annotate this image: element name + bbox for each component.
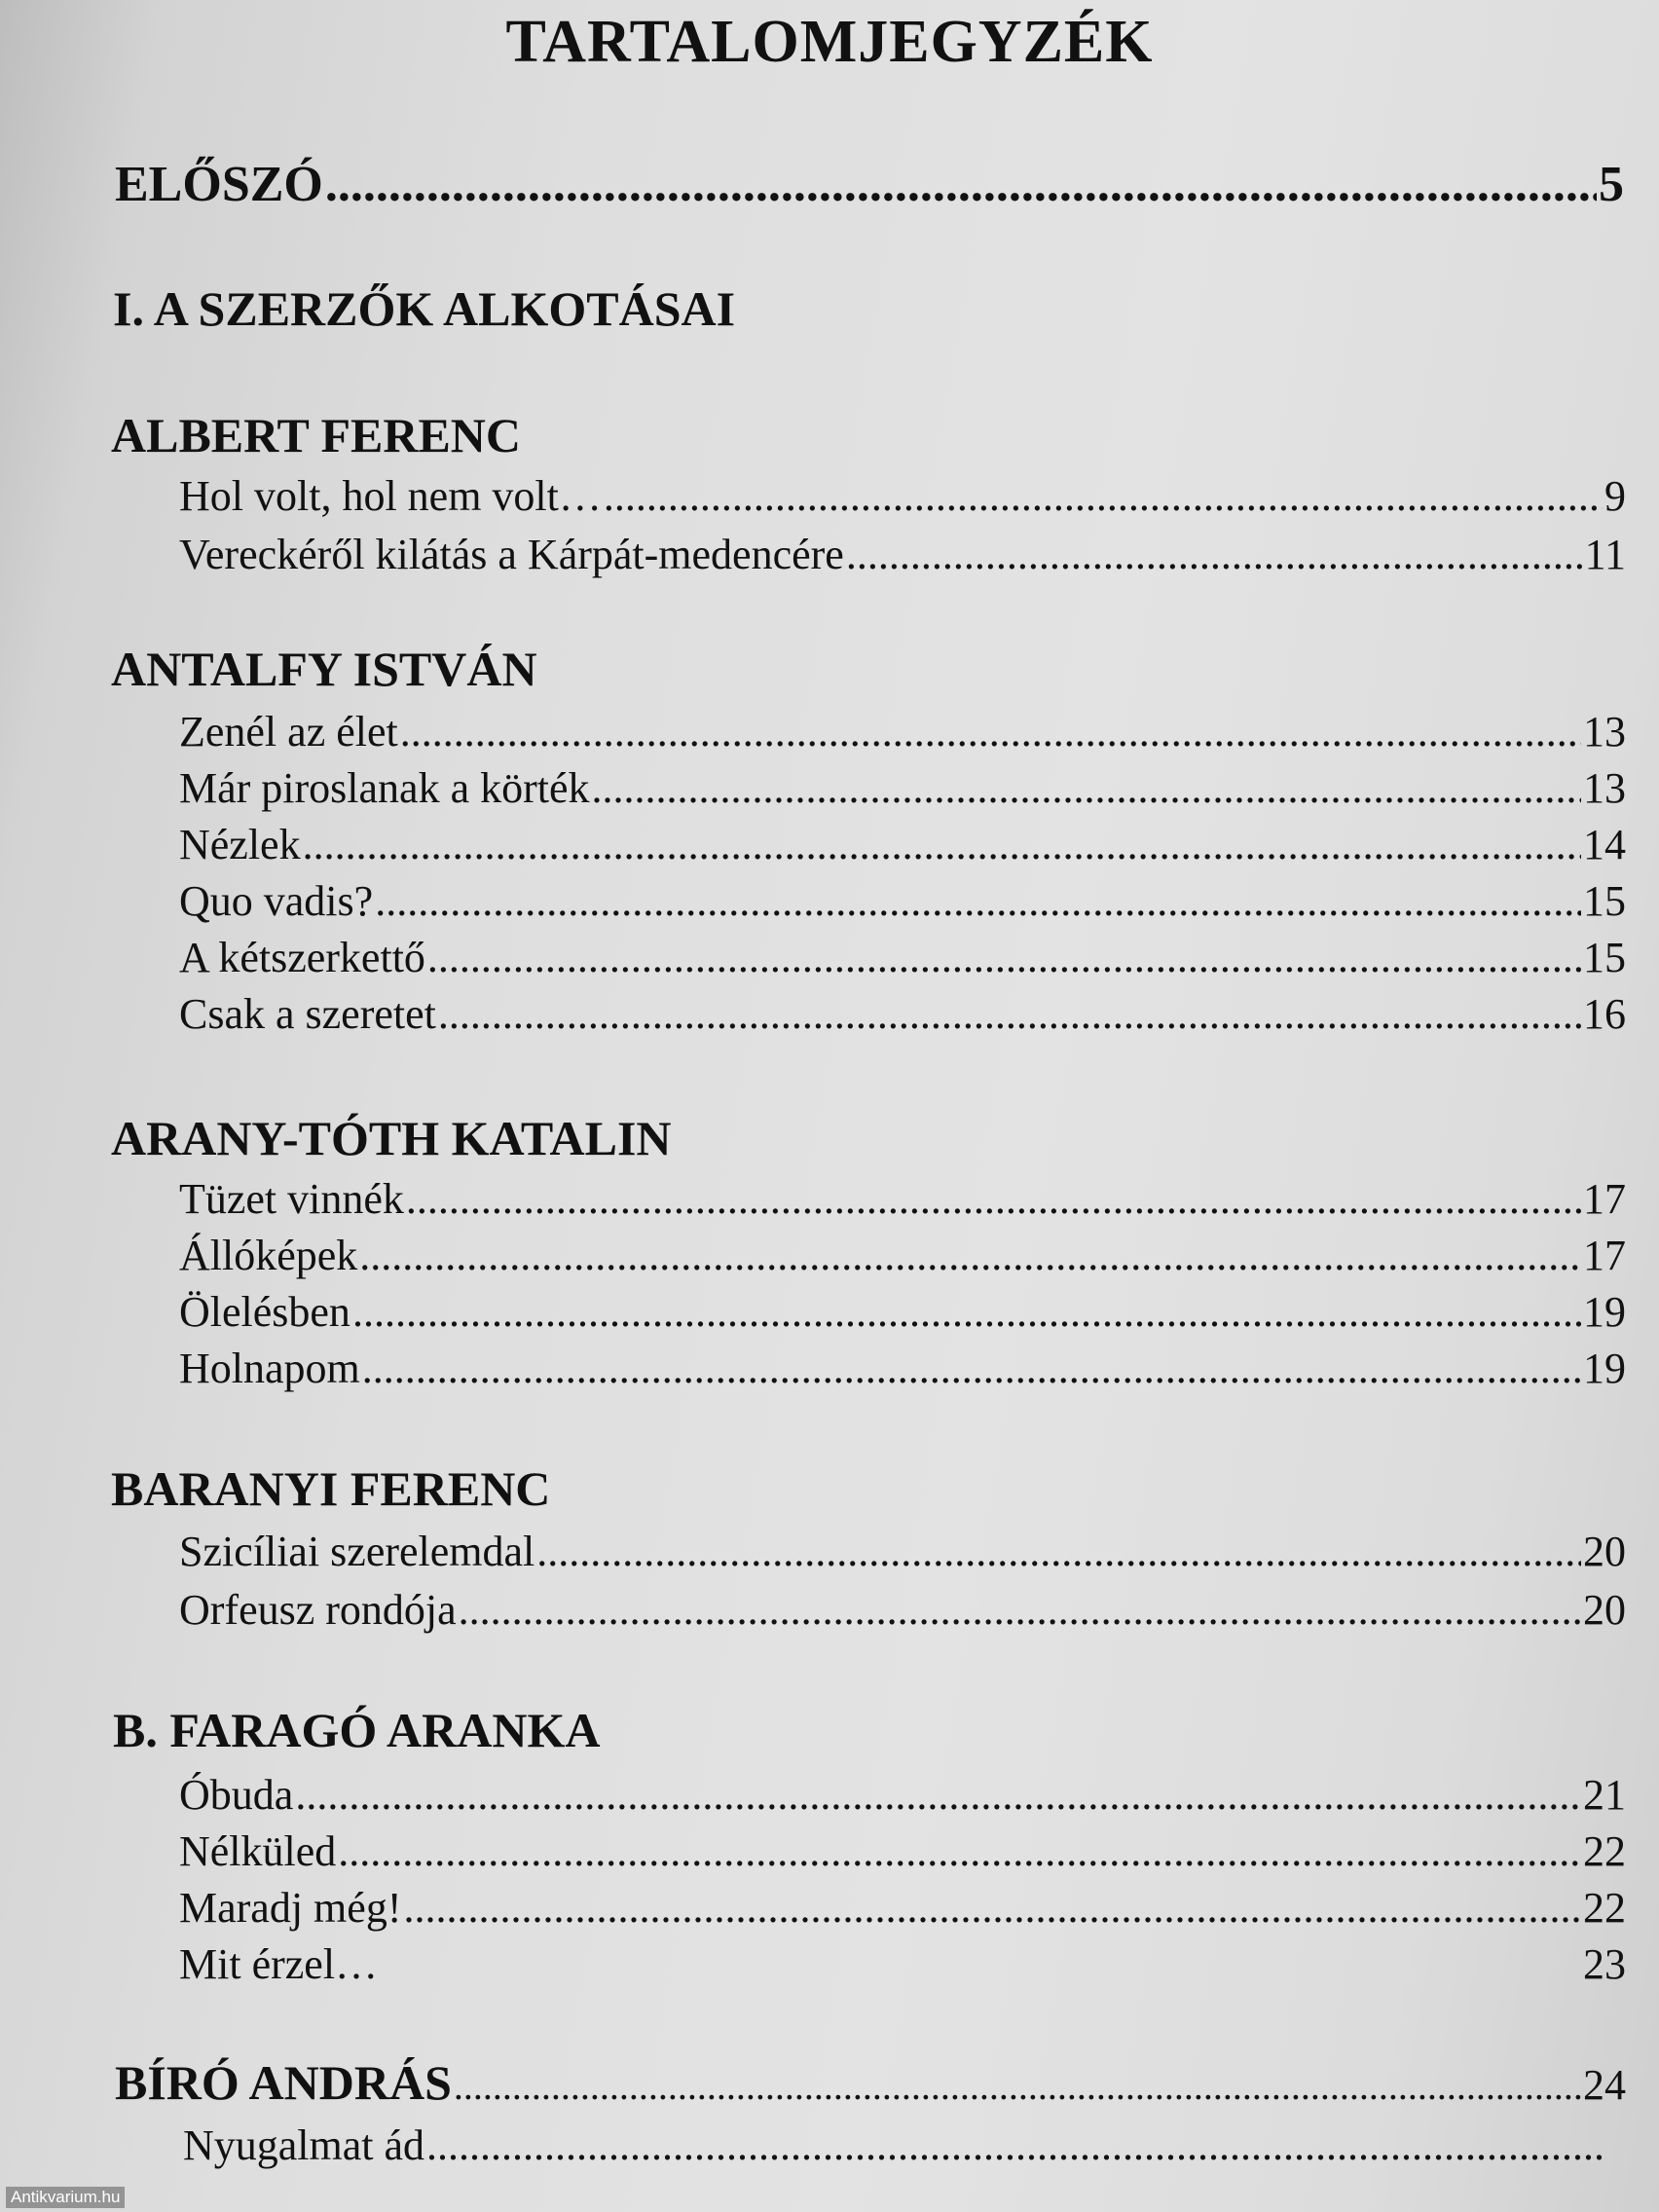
entry-page: 15: [1583, 877, 1626, 925]
entry-page: 20: [1583, 1586, 1626, 1634]
entry-page: 19: [1583, 1288, 1626, 1336]
leader-dots: [362, 1344, 1581, 1393]
entry-page: 21: [1583, 1771, 1626, 1819]
leader-dots: [400, 707, 1581, 756]
entry-page: 17: [1583, 1232, 1626, 1279]
leader-dots: [426, 2120, 1604, 2170]
author-heading: ALBERT FERENC: [111, 408, 522, 462]
toc-entry: [179, 1826, 1626, 1876]
toc-entry: [179, 1939, 1626, 1989]
toc-entry: [179, 1770, 1626, 1820]
leader-dots: [338, 1826, 1581, 1876]
leader-dots: [427, 933, 1581, 982]
leader-dots: [592, 763, 1581, 813]
toc-entry: [179, 1527, 1626, 1576]
entry-page: 11: [1584, 531, 1626, 578]
entry-page: 19: [1583, 1345, 1626, 1392]
show-through-text: [1114, 0, 1659, 2212]
entry-title: Nélküled: [179, 1827, 337, 1875]
entry-page: 16: [1583, 990, 1626, 1038]
entry-title: Mit érzel…: [179, 1940, 379, 1988]
toc-entry: [179, 1231, 1626, 1280]
entry-title: Quo vadis?: [179, 877, 374, 925]
entry-title: Holnapom: [179, 1345, 360, 1392]
entry-title: Csak a szeretet: [179, 990, 436, 1038]
entry-page: 13: [1583, 708, 1626, 756]
toc-entry: [179, 1344, 1626, 1393]
toc-entry: [179, 1585, 1626, 1635]
entry-title: Vereckéről kilátás a Kárpát-medencére: [179, 531, 844, 578]
entry-page: 23: [1583, 1940, 1626, 1988]
entry-page: 24: [1583, 2061, 1626, 2109]
toc-entry: [179, 471, 1626, 521]
leader-dots: [454, 2063, 1581, 2109]
author-heading: B. FARAGÓ ARANKA: [113, 1703, 601, 1757]
leader-dots: [325, 156, 1597, 213]
leader-dots: [403, 1883, 1581, 1933]
entry-title: ELŐSZÓ: [115, 157, 323, 212]
toc-entry: [183, 2120, 1626, 2170]
toc-entry: [179, 530, 1626, 579]
entry-page: 15: [1583, 934, 1626, 981]
toc-entry: [179, 1174, 1626, 1224]
entry-page: 13: [1583, 764, 1626, 812]
section-heading: I. A SZERZŐK ALKOTÁSAI: [113, 281, 736, 336]
entry-title: Zenél az élet: [179, 708, 398, 756]
leader-dots: [406, 1174, 1581, 1224]
toc-entry: [179, 820, 1626, 869]
author-heading: ARANY-TÓTH KATALIN: [111, 1111, 672, 1165]
watermark: Antikvarium.hu: [6, 2187, 125, 2208]
entry-title: Orfeusz rondója: [179, 1586, 457, 1634]
leader-dots: [352, 1287, 1581, 1337]
entry-page: 14: [1583, 821, 1626, 868]
toc-entry: [179, 1287, 1626, 1337]
leader-dots: [295, 1770, 1581, 1820]
entry-title: Állóképek: [179, 1232, 358, 1279]
author-heading: BARANYI FERENC: [111, 1461, 551, 1516]
entry-title: Szicíliai szerelemdal: [179, 1528, 535, 1575]
entry-page: 22: [1583, 1827, 1626, 1875]
leader-dots: [375, 876, 1581, 926]
toc-entry-author: [115, 2054, 1626, 2111]
author-heading: BÍRÓ ANDRÁS: [115, 2055, 452, 2110]
entry-title: Ölelésben: [179, 1288, 350, 1336]
entry-title: Nyugalmat ád: [183, 2121, 425, 2169]
toc-entry: [179, 1883, 1626, 1933]
entry-page: 20: [1583, 1528, 1626, 1575]
leader-dots: [359, 1231, 1581, 1280]
entry-title: Nézlek: [179, 821, 301, 868]
entry-title: Óbuda: [179, 1771, 294, 1819]
entry-page: 9: [1604, 472, 1626, 520]
entry-title: Már piroslanak a körték: [179, 764, 590, 812]
toc-entry-foreword: [115, 156, 1624, 213]
leader-dots: [459, 1585, 1581, 1635]
toc-entry: [179, 876, 1626, 926]
leader-dots: [846, 530, 1583, 579]
entry-title: Tüzet vinnék: [179, 1175, 404, 1223]
toc-entry: [179, 989, 1626, 1039]
toc-entry: [179, 763, 1626, 813]
toc-entry: [179, 933, 1626, 982]
leader-dots: [303, 820, 1581, 869]
entry-title: Hol volt, hol nem volt…: [179, 472, 602, 520]
entry-title: A kétszerkettő: [179, 934, 425, 981]
leader-dots: [438, 989, 1581, 1039]
toc-entry: [179, 707, 1626, 756]
entry-page: 5: [1599, 157, 1624, 212]
entry-page: 17: [1583, 1175, 1626, 1223]
page-title: TARTALOMJEGYZÉK: [505, 9, 1154, 75]
entry-title: Maradj még!: [179, 1884, 402, 1932]
author-heading: ANTALFY ISTVÁN: [111, 642, 537, 696]
leader-dots: [536, 1527, 1581, 1576]
leader-dots: [604, 471, 1603, 521]
entry-page: 22: [1583, 1884, 1626, 1932]
